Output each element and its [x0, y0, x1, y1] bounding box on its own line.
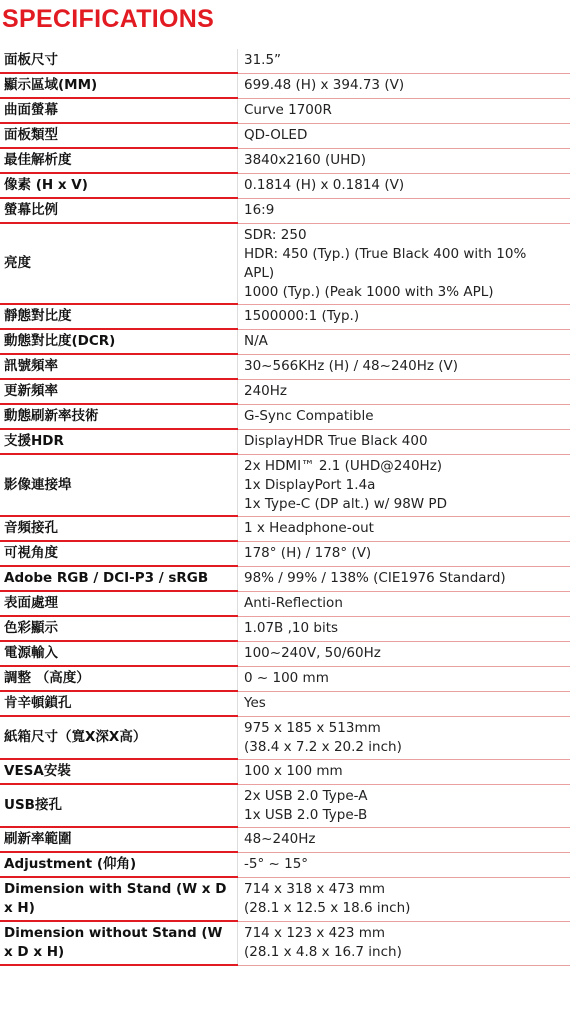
spec-value-line: SDR: 250 — [244, 226, 307, 243]
spec-value-line: 0.1814 (H) x 0.1814 (V) — [244, 177, 405, 193]
spec-value — [238, 784, 570, 827]
spec-row — [0, 852, 570, 877]
spec-row — [0, 591, 570, 616]
spec-value — [238, 566, 570, 591]
spec-row — [0, 641, 570, 666]
spec-row — [0, 516, 570, 541]
spec-row — [0, 223, 570, 304]
spec-value — [238, 198, 570, 223]
spec-label: 顯示區域(MM) — [0, 73, 238, 98]
spec-value — [238, 541, 570, 566]
spec-value — [238, 429, 570, 454]
spec-label: Dimension with Stand (W x D x H) — [0, 877, 238, 921]
spec-row — [0, 827, 570, 852]
spec-row — [0, 123, 570, 148]
spec-label: 螢幕比例 — [0, 198, 238, 223]
spec-row — [0, 566, 570, 591]
spec-value — [238, 148, 570, 173]
spec-value-line: 714 x 123 x 423 mm — [244, 925, 386, 941]
spec-value — [238, 73, 570, 98]
spec-label: 曲面螢幕 — [0, 98, 238, 123]
spec-value-line: 1 x Headphone-out — [244, 520, 374, 536]
spec-label: 亮度 — [0, 223, 238, 304]
spec-value — [238, 354, 570, 379]
spec-label: 動態對比度(DCR) — [0, 329, 238, 354]
spec-value-line: 98% / 99% / 138% (CIE1976 Standard) — [244, 570, 506, 586]
spec-value — [238, 616, 570, 641]
spec-value — [238, 49, 570, 73]
spec-value — [238, 666, 570, 691]
spec-value-line: N/A — [244, 333, 268, 349]
spec-value-line: 1x USB 2.0 Type-B — [244, 806, 368, 823]
spec-row — [0, 716, 570, 759]
spec-value-line: 2x HDMI™ 2.1 (UHD@240Hz) — [244, 457, 443, 474]
spec-value-line: 31.5” — [244, 52, 282, 69]
spec-value-line: G-Sync Compatible — [244, 408, 374, 424]
spec-value — [238, 921, 570, 965]
spec-row — [0, 454, 570, 516]
spec-label: 靜態對比度 — [0, 304, 238, 329]
spec-value-line: Curve 1700R — [244, 102, 332, 118]
spec-row — [0, 877, 570, 921]
spec-value-line: 0 ~ 100 mm — [244, 670, 329, 686]
spec-label: 可視角度 — [0, 541, 238, 566]
specs-table-body — [0, 49, 570, 965]
spec-value — [238, 98, 570, 123]
spec-value-line: Anti-Reflection — [244, 595, 343, 611]
spec-row — [0, 329, 570, 354]
spec-value — [238, 173, 570, 198]
spec-label: 肯辛頓鎖孔 — [0, 691, 238, 716]
spec-value — [238, 641, 570, 666]
spec-value-line: 100 x 100 mm — [244, 763, 343, 779]
spec-label: 動態刷新率技術 — [0, 404, 238, 429]
spec-row — [0, 691, 570, 716]
spec-value — [238, 759, 570, 784]
spec-row — [0, 198, 570, 223]
spec-value-line: DisplayHDR True Black 400 — [244, 433, 428, 449]
spec-label: 表面處理 — [0, 591, 238, 616]
spec-value-line: 1500000:1 (Typ.) — [244, 308, 360, 324]
spec-label: Adobe RGB / DCI-P3 / sRGB — [0, 566, 238, 591]
spec-row — [0, 541, 570, 566]
spec-label: 刷新率範圍 — [0, 827, 238, 852]
spec-label: Dimension without Stand (W x D x H) — [0, 921, 238, 965]
spec-row — [0, 404, 570, 429]
spec-value — [238, 852, 570, 877]
spec-value — [238, 591, 570, 616]
spec-value-line: (38.4 x 7.2 x 20.2 inch) — [244, 738, 402, 755]
spec-value — [238, 329, 570, 354]
spec-value — [238, 123, 570, 148]
spec-value-line: 699.48 (H) x 394.73 (V) — [244, 77, 405, 93]
spec-label: 最佳解析度 — [0, 148, 238, 173]
spec-value — [238, 223, 570, 304]
spec-label: VESA安裝 — [0, 759, 238, 784]
spec-label: 電源輸入 — [0, 641, 238, 666]
spec-label: 更新頻率 — [0, 379, 238, 404]
spec-label: 支援HDR — [0, 429, 238, 454]
spec-value-line: 178° (H) / 178° (V) — [244, 545, 372, 561]
spec-row — [0, 429, 570, 454]
spec-value-line: 100~240V, 50/60Hz — [244, 645, 381, 661]
spec-row — [0, 616, 570, 641]
spec-row — [0, 921, 570, 965]
spec-value-line: 30~566KHz (H) / 48~240Hz (V) — [244, 358, 459, 374]
spec-value-line: HDR: 450 (Typ.) (True Black 400 with 10% — [244, 245, 527, 262]
spec-value-line: 1x DisplayPort 1.4a — [244, 476, 376, 493]
spec-row — [0, 354, 570, 379]
spec-label: Adjustment (仰角) — [0, 852, 238, 877]
spec-value — [238, 516, 570, 541]
spec-value — [238, 691, 570, 716]
spec-label: 訊號頻率 — [0, 354, 238, 379]
spec-row — [0, 784, 570, 827]
spec-value-line: 1000 (Typ.) (Peak 1000 with 3% APL) — [244, 283, 494, 300]
spec-value — [238, 827, 570, 852]
spec-label: 色彩顯示 — [0, 616, 238, 641]
spec-row — [0, 98, 570, 123]
specs-table — [0, 49, 570, 966]
spec-row — [0, 304, 570, 329]
page-title: SPECIFICATIONS — [2, 5, 215, 33]
spec-value — [238, 454, 570, 516]
spec-label: 音頻接孔 — [0, 516, 238, 541]
spec-value-line: 714 x 318 x 473 mm — [244, 881, 386, 897]
spec-value-line: 1.07B ,10 bits — [244, 620, 339, 636]
spec-value-line: 48~240Hz — [244, 831, 316, 847]
spec-value-line: APL) — [244, 264, 275, 281]
spec-label: USB接孔 — [0, 784, 238, 827]
spec-value-line: -5° ~ 15° — [244, 856, 309, 872]
spec-label: 面板尺寸 — [0, 49, 238, 73]
spec-row — [0, 49, 570, 73]
spec-value-line: 3840x2160 (UHD) — [244, 152, 366, 168]
spec-value-line: 1x Type-C (DP alt.) w/ 98W PD — [244, 495, 447, 512]
spec-label: 調整 （高度） — [0, 666, 238, 691]
spec-value — [238, 877, 570, 921]
spec-value — [238, 304, 570, 329]
spec-label: 影像連接埠 — [0, 454, 238, 516]
spec-value-line: 2x USB 2.0 Type-A — [244, 787, 368, 804]
spec-value-line: Yes — [244, 695, 266, 711]
spec-label: 像素 (H x V) — [0, 173, 238, 198]
spec-value-line: 975 x 185 x 513mm — [244, 719, 381, 736]
spec-value-line: (28.1 x 12.5 x 18.6 inch) — [244, 900, 411, 916]
spec-value-line: QD-OLED — [244, 127, 308, 143]
spec-row — [0, 73, 570, 98]
spec-row — [0, 379, 570, 404]
spec-value-line: 240Hz — [244, 383, 288, 399]
spec-label: 面板類型 — [0, 123, 238, 148]
spec-value — [238, 716, 570, 759]
spec-value-line: 16:9 — [244, 202, 275, 218]
spec-row — [0, 759, 570, 784]
spec-row — [0, 173, 570, 198]
spec-row — [0, 148, 570, 173]
spec-value-line: (28.1 x 4.8 x 16.7 inch) — [244, 944, 402, 960]
spec-label: 紙箱尺寸（寬X深X高） — [0, 716, 238, 759]
spec-row — [0, 666, 570, 691]
spec-value — [238, 404, 570, 429]
spec-value — [238, 379, 570, 404]
